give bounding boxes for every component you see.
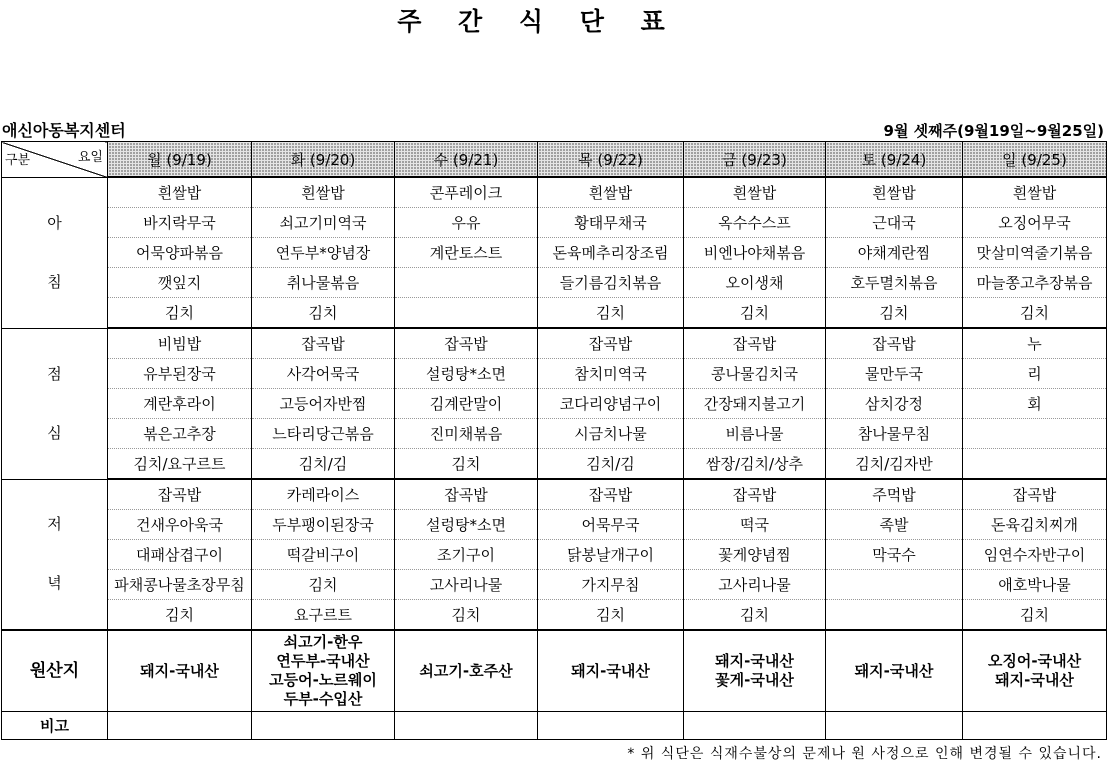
meal-label (2, 328, 108, 479)
menu-item: 황태무채국 (538, 208, 684, 238)
menu-item: 꽃게양념찜 (684, 540, 826, 570)
menu-item: 비엔나야채볶음 (684, 238, 826, 268)
note-cell (538, 712, 684, 740)
day-header: 일 (9/25) (963, 142, 1107, 178)
day-header: 수 (9/21) (395, 142, 538, 178)
menu-item: 김계란말이 (395, 389, 538, 419)
meal-label-char: 점 (47, 364, 62, 383)
origin-line: 쇠고기-호주산 (419, 661, 513, 680)
menu-item: 잡곡밥 (684, 479, 826, 510)
origin-row (2, 630, 1107, 712)
menu-item: 마늘쫑고추장볶음 (963, 268, 1107, 298)
menu-item (963, 419, 1107, 449)
menu-item: 떡국 (684, 510, 826, 540)
menu-item: 호두멸치볶음 (826, 268, 963, 298)
origin-line: 연두부-국내산 (276, 652, 370, 670)
menu-item: 쇠고기미역국 (252, 208, 395, 238)
menu-item: 회 (963, 389, 1107, 419)
origin-cell (963, 630, 1107, 712)
menu-item: 잡곡밥 (395, 479, 538, 510)
menu-item: 잡곡밥 (963, 479, 1107, 510)
menu-item: 유부된장국 (108, 359, 252, 389)
menu-item: 김치 (538, 600, 684, 631)
note-cell (108, 712, 252, 740)
note-cell (963, 712, 1107, 740)
menu-item: 주먹밥 (826, 479, 963, 510)
origin-line: 두부-수입산 (283, 690, 363, 708)
menu-item: 막국수 (826, 540, 963, 570)
menu-item: 대패삼겹구이 (108, 540, 252, 570)
meal-label (2, 177, 108, 328)
menu-item: 족발 (826, 510, 963, 540)
meal-label-gap (2, 532, 107, 576)
menu-item: 흰쌀밥 (963, 177, 1107, 208)
note-cell (684, 712, 826, 740)
menu-item: 물만두국 (826, 359, 963, 389)
meal-row (2, 510, 1107, 540)
origin-line: 돼지-국내산 (995, 671, 1074, 689)
menu-item: 누 (963, 328, 1107, 359)
origin-cell (252, 630, 395, 712)
meal-label-char: 심 (47, 423, 62, 442)
week-range: 9월 셋째주(9월19일~9월25일) (883, 122, 1104, 140)
meal-row (2, 238, 1107, 268)
menu-item: 들기름김치볶음 (538, 268, 684, 298)
menu-item: 파채콩나물초장무침 (108, 570, 252, 600)
meal-row (2, 540, 1107, 570)
meal-label-char: 녁 (47, 574, 62, 593)
meal-label-gap (2, 382, 107, 426)
menu-item: 김치 (963, 600, 1107, 631)
menu-item: 간장돼지불고기 (684, 389, 826, 419)
menu-item: 잡곡밥 (108, 479, 252, 510)
menu-item: 임연수자반구이 (963, 540, 1107, 570)
menu-item: 어묵무국 (538, 510, 684, 540)
origin-label: 원산지 (2, 630, 108, 712)
menu-item: 진미채볶음 (395, 419, 538, 449)
day-header: 목 (9/22) (538, 142, 684, 178)
meal-row (2, 449, 1107, 480)
menu-item: 옥수수스프 (684, 208, 826, 238)
meal-row (2, 359, 1107, 389)
meal-row (2, 177, 1107, 208)
menu-item: 요구르트 (252, 600, 395, 631)
menu-item (395, 298, 538, 329)
origin-cell (684, 630, 826, 712)
origin-line: 오징어-국내산 (987, 652, 1082, 670)
menu-item: 카레라이스 (252, 479, 395, 510)
menu-item: 떡갈비구이 (252, 540, 395, 570)
menu-item: 고등어자반찜 (252, 389, 395, 419)
note-row (2, 712, 1107, 740)
origin-line: 돼지-국내산 (571, 661, 650, 680)
origin-line: 돼지-국내산 (854, 661, 934, 680)
day-header: 월 (9/19) (108, 142, 252, 178)
menu-item: 애호박나물 (963, 570, 1107, 600)
menu-item (826, 600, 963, 631)
footnote: * 위 식단은 식재수불상의 문제나 원 사정으로 인해 변경될 수 있습니다. (627, 746, 1102, 762)
menu-item: 잡곡밥 (826, 328, 963, 359)
note-cell (826, 712, 963, 740)
menu-item: 콩나물김치국 (684, 359, 826, 389)
menu-item: 김치 (108, 298, 252, 329)
menu-item: 김치 (395, 600, 538, 631)
menu-item: 김치 (826, 298, 963, 329)
menu-item: 흰쌀밥 (538, 177, 684, 208)
menu-item: 오징어무국 (963, 208, 1107, 238)
menu-item: 코다리양념구이 (538, 389, 684, 419)
menu-item: 김치 (108, 600, 252, 631)
origin-line: 쇠고기-한우 (283, 633, 363, 651)
menu-item: 바지락무국 (108, 208, 252, 238)
menu-item: 사각어묵국 (252, 359, 395, 389)
menu-item: 김치/김 (252, 449, 395, 480)
menu-item: 김치 (395, 449, 538, 480)
menu-item: 김치 (252, 570, 395, 600)
meal-row (2, 570, 1107, 600)
menu-item: 흰쌀밥 (252, 177, 395, 208)
meal-row (2, 600, 1107, 631)
menu-item: 조기구이 (395, 540, 538, 570)
origin-line: 돼지-국내산 (715, 652, 794, 670)
menu-item: 삼치강정 (826, 389, 963, 419)
menu-item: 계란후라이 (108, 389, 252, 419)
origin-cell (395, 630, 538, 712)
origin-cell (108, 630, 252, 712)
menu-item: 가지무침 (538, 570, 684, 600)
menu-item: 김치/요구르트 (108, 449, 252, 480)
menu-item: 건새우아욱국 (108, 510, 252, 540)
page-title: 주 간 식 단 표 (397, 7, 679, 36)
day-header: 금 (9/23) (684, 142, 826, 178)
organization-name: 애신아동복지센터 (2, 121, 126, 140)
meal-row (2, 328, 1107, 359)
menu-item (963, 449, 1107, 480)
origin-cell (538, 630, 684, 712)
corner-label-day: 요일 (77, 150, 103, 165)
corner-cell (2, 142, 108, 178)
header-row (2, 142, 1107, 178)
menu-item: 김치 (963, 298, 1107, 329)
menu-item: 취나물볶음 (252, 268, 395, 298)
menu-item: 깻잎지 (108, 268, 252, 298)
menu-item: 계란토스트 (395, 238, 538, 268)
menu-item: 잡곡밥 (252, 328, 395, 359)
menu-item: 흰쌀밥 (684, 177, 826, 208)
menu-item: 야채계란찜 (826, 238, 963, 268)
menu-item: 비름나물 (684, 419, 826, 449)
menu-item: 콘푸레이크 (395, 177, 538, 208)
menu-item: 우유 (395, 208, 538, 238)
menu-item: 잡곡밥 (538, 328, 684, 359)
menu-item: 어묵양파볶음 (108, 238, 252, 268)
menu-item: 맛살미역줄기볶음 (963, 238, 1107, 268)
meal-row (2, 208, 1107, 238)
menu-item: 흰쌀밥 (826, 177, 963, 208)
menu-item: 시금치나물 (538, 419, 684, 449)
menu-item: 돈육김치찌개 (963, 510, 1107, 540)
menu-item: 참나물무침 (826, 419, 963, 449)
menu-item: 느타리당근볶음 (252, 419, 395, 449)
weekly-menu-table (1, 141, 1107, 740)
menu-item: 오이생채 (684, 268, 826, 298)
meal-row (2, 479, 1107, 510)
menu-item: 비빔밥 (108, 328, 252, 359)
day-header: 토 (9/24) (826, 142, 963, 178)
meal-row (2, 389, 1107, 419)
menu-item: 볶은고추장 (108, 419, 252, 449)
menu-item (395, 268, 538, 298)
meal-row (2, 298, 1107, 329)
meal-row (2, 419, 1107, 449)
menu-item: 참치미역국 (538, 359, 684, 389)
menu-item: 고사리나물 (395, 570, 538, 600)
origin-cell (826, 630, 963, 712)
menu-item: 고사리나물 (684, 570, 826, 600)
origin-line: 돼지-국내산 (140, 661, 219, 680)
note-cell (252, 712, 395, 740)
origin-line: 꽃게-국내산 (715, 671, 794, 689)
menu-item: 잡곡밥 (395, 328, 538, 359)
day-header: 화 (9/20) (252, 142, 395, 178)
corner-label-category: 구분 (5, 152, 31, 168)
menu-item: 잡곡밥 (538, 479, 684, 510)
menu-item: 김치 (684, 298, 826, 329)
menu-item: 두부팽이된장국 (252, 510, 395, 540)
menu-item: 흰쌀밥 (108, 177, 252, 208)
menu-item: 잡곡밥 (684, 328, 826, 359)
menu-item: 김치/김 (538, 449, 684, 480)
origin-line: 고등어-노르웨이 (269, 671, 377, 689)
meal-label-char: 저 (47, 515, 62, 534)
menu-item: 김치 (684, 600, 826, 631)
note-cell (395, 712, 538, 740)
menu-item: 리 (963, 359, 1107, 389)
menu-item: 김치 (252, 298, 395, 329)
menu-item: 근대국 (826, 208, 963, 238)
meal-label (2, 479, 108, 630)
menu-item: 김치 (538, 298, 684, 329)
menu-item: 김치/김자반 (826, 449, 963, 480)
menu-item: 연두부*양념장 (252, 238, 395, 268)
meal-row (2, 268, 1107, 298)
menu-item (826, 570, 963, 600)
menu-item: 설렁탕*소면 (395, 359, 538, 389)
meal-label-char: 아 (47, 213, 62, 232)
menu-item: 설렁탕*소면 (395, 510, 538, 540)
menu-item: 쌈장/김치/상추 (684, 449, 826, 480)
note-label: 비고 (2, 712, 108, 740)
menu-item: 돈육메추리장조림 (538, 238, 684, 268)
meal-label-char: 침 (47, 272, 62, 291)
menu-item: 닭봉날개구이 (538, 540, 684, 570)
meal-label-gap (2, 231, 107, 275)
